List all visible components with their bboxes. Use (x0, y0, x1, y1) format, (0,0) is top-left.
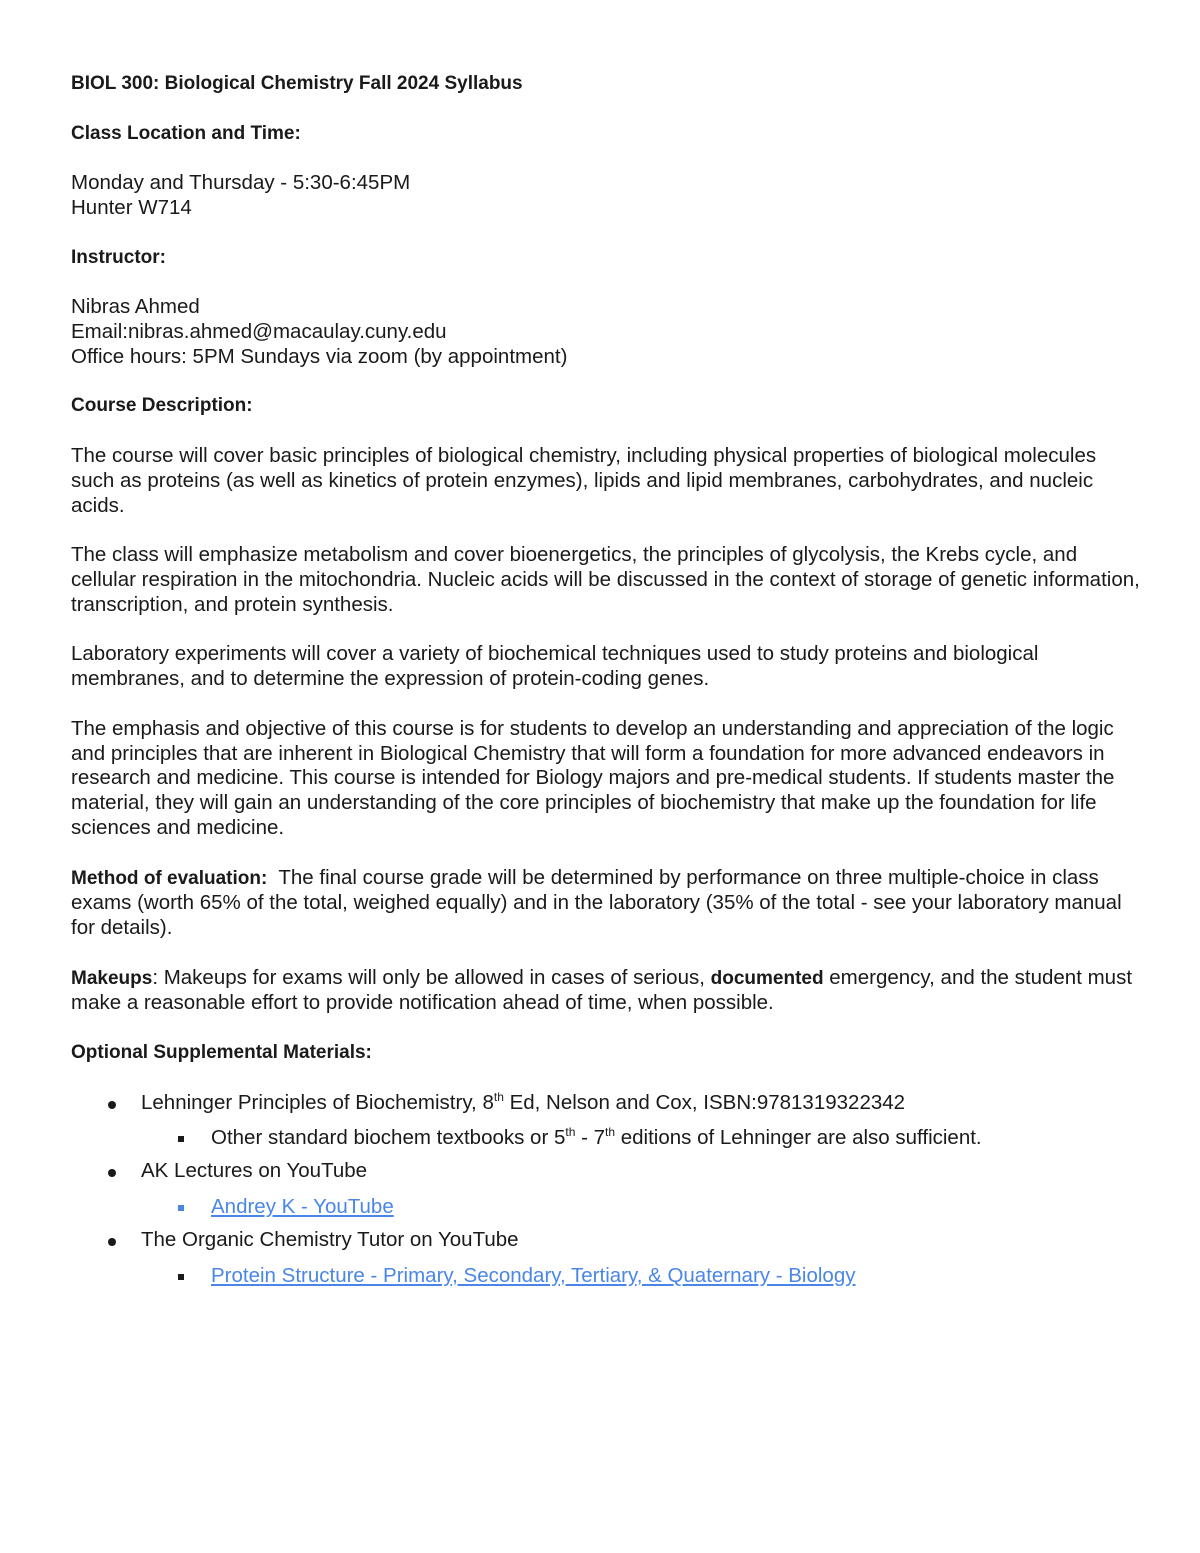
class-room: Hunter W714 (71, 195, 192, 219)
evaluation-paragraph (71, 866, 1141, 941)
sub-text-b: - 7 (575, 1126, 606, 1150)
list-item (71, 1091, 1141, 1152)
materials-heading: Optional Supplemental Materials: (71, 1042, 372, 1064)
lehninger-text-rest: Ed, Nelson and Cox, ISBN:9781319322342 (503, 1090, 906, 1114)
location-heading: Class Location and Time: (71, 122, 301, 144)
makeups-text-after: emergency, and the student must make a reasonable effort to provide notification ahead of time, when possible. (71, 965, 1133, 1015)
sub-list (141, 1195, 1141, 1220)
andrey-k-youtube-link[interactable]: Andrey K - YouTube (211, 1195, 394, 1219)
materials-list (71, 1091, 1141, 1289)
sub-text-c: editions of Lehninger are also sufficient. (615, 1126, 982, 1150)
superscript: th (493, 1089, 504, 1104)
makeups-bold-word: documented (710, 967, 824, 989)
description-paragraph-2: The class will emphasize metabolism and cover bioenergetics, the principles of glycolysis, the Krebs cycle, and cellular respiration in the mitochondria. Nucleic acids will be discussed in the context of storage of genetic information, transcription, and protein synthesis. (71, 543, 1140, 616)
evaluation-text: The final course grade will be determined by performance on three multiple-choice in class exams (worth 65% of the total, weighed equally) and in the laboratory (35% of the total - see your laboratory manual for details). (71, 865, 1122, 940)
instructor-name: Nibras Ahmed (71, 295, 200, 319)
list-item (71, 1159, 1141, 1220)
sub-text-a: Other standard biochem textbooks or 5 (211, 1126, 566, 1150)
ak-lectures-text: AK Lectures on YouTube (141, 1159, 368, 1183)
office-hours: Office hours: 5PM Sundays via zoom (by appointment) (71, 344, 568, 368)
sub-list (141, 1264, 1141, 1289)
makeups-text-before: : Makeups for exams will only be allowed in cases of serious, (152, 965, 711, 989)
description-heading: Course Description: (71, 395, 253, 417)
protein-structure-link[interactable]: Protein Structure - Primary, Secondary, Tertiary, & Quaternary - Biology (211, 1263, 856, 1287)
class-time: Monday and Thursday - 5:30-6:45PM (71, 171, 411, 195)
description-paragraph-1: The course will cover basic principles of biological chemistry, including physical properties of biological molecules such as proteins (as well as kinetics of protein enzymes), lipids and lipid membranes, carbohydrates, and nucleic acids. (71, 443, 1097, 517)
list-item (141, 1126, 1141, 1151)
instructor-heading: Instructor: (71, 246, 166, 268)
superscript: th (565, 1125, 576, 1140)
superscript: th (605, 1125, 616, 1140)
sub-list (141, 1126, 1141, 1151)
list-item (141, 1264, 1141, 1289)
evaluation-label: Method of evaluation: (71, 867, 268, 889)
description-paragraph-3: Laboratory experiments will cover a variety of biochemical techniques used to study proteins and biological membranes, and to determine the expression of protein-coding genes. (71, 642, 1039, 691)
lehninger-text: Lehninger Principles of Biochemistry, 8 (141, 1090, 494, 1114)
description-paragraph-4: The emphasis and objective of this course is for students to develop an understanding and appreciation of the logic and principles that are inherent in Biological Chemistry that will form a foundation for more advanced endeavors in research and medicine. This course is intended for Biology majors and pre-medical students. If students master the material, they will gain an understanding of the core principles of biochemistry that make up the foundation for life sciences and medicine. (71, 716, 1115, 839)
organic-chem-tutor-text: The Organic Chemistry Tutor on YouTube (141, 1227, 519, 1251)
syllabus-document (71, 72, 1141, 1296)
makeups-paragraph (71, 966, 1141, 1017)
document-title: BIOL 300: Biological Chemistry Fall 2024 Syllabus (71, 73, 523, 94)
list-item (71, 1228, 1141, 1289)
makeups-label: Makeups (71, 967, 153, 989)
list-item (141, 1195, 1141, 1220)
instructor-email: Email:nibras.ahmed@macaulay.cuny.edu (71, 319, 447, 343)
